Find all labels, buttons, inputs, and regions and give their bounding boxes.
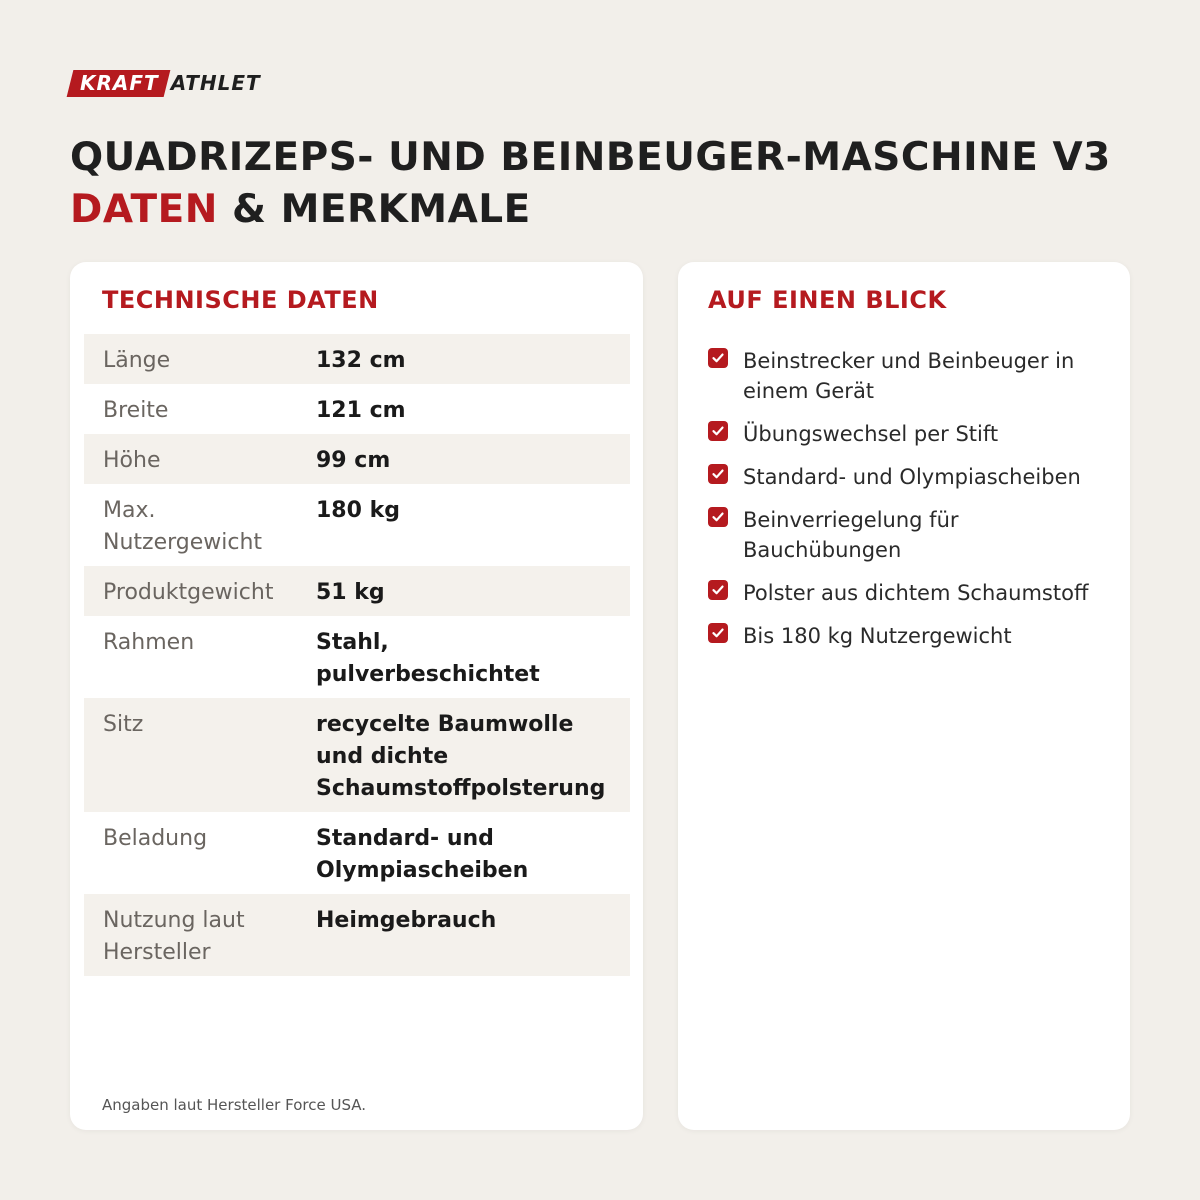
title-line1: QUADRIZEPS- UND BEINBEUGER-MASCHINE V3 xyxy=(70,135,1111,180)
table-row xyxy=(84,566,630,616)
feature-text: Bis 180 kg Nutzergewicht xyxy=(743,624,1012,648)
list-item xyxy=(708,462,1103,492)
specs-footnote: Angaben laut Hersteller Force USA. xyxy=(102,1096,367,1114)
specs-heading: TECHNISCHE DATEN xyxy=(102,286,379,314)
spec-value: 121 cm xyxy=(316,398,406,423)
spec-value: 180 kg xyxy=(316,498,400,523)
spec-label: Rahmen xyxy=(103,630,195,655)
spec-label: Max. Nutzergewicht xyxy=(103,498,263,555)
spec-label: Höhe xyxy=(103,448,161,473)
title-line2-rest: & MERKMALE xyxy=(217,187,531,232)
feature-text: Übungswechsel per Stift xyxy=(743,422,999,446)
spec-label: Breite xyxy=(103,398,169,423)
specs-card xyxy=(70,262,643,1130)
table-row xyxy=(84,616,630,698)
spec-label: Sitz xyxy=(103,712,144,737)
table-row xyxy=(84,484,630,566)
checkbox-checked-icon xyxy=(708,580,728,600)
feature-text: Polster aus dichtem Schaumstoff xyxy=(743,581,1089,605)
brand-logo xyxy=(70,70,261,97)
spec-label: Länge xyxy=(103,348,171,373)
spec-label: Beladung xyxy=(103,826,208,851)
spec-value: Standard- und Olympiascheiben xyxy=(316,826,529,883)
table-row xyxy=(84,384,630,434)
checkbox-checked-icon xyxy=(708,507,728,527)
features-card xyxy=(678,262,1130,1130)
table-row xyxy=(84,894,630,976)
list-item xyxy=(708,621,1103,651)
table-row xyxy=(84,698,630,812)
title-accent: DATEN xyxy=(70,187,218,232)
table-row xyxy=(84,812,630,894)
spec-value: 132 cm xyxy=(316,348,406,373)
spec-value: recycelte Baumwolle und dichte Schaumstoffpolsterung xyxy=(316,712,606,801)
spec-value: Heimgebrauch xyxy=(316,908,497,933)
feature-text: Beinverriegelung für Bauchübungen xyxy=(743,508,959,562)
features-list xyxy=(708,346,1103,664)
brand-logo-part2: ATHLET xyxy=(170,71,261,95)
brand-logo-part1: KRAFT xyxy=(80,71,159,95)
page-title xyxy=(70,132,1140,236)
spec-label: Nutzung laut Hersteller xyxy=(103,908,245,965)
spec-value: 51 kg xyxy=(316,580,385,605)
list-item xyxy=(708,578,1103,608)
checkbox-checked-icon xyxy=(708,421,728,441)
specs-table xyxy=(84,334,630,976)
spec-label: Produktgewicht xyxy=(103,580,274,605)
checkbox-checked-icon xyxy=(708,348,728,368)
spec-value: 99 cm xyxy=(316,448,391,473)
checkbox-checked-icon xyxy=(708,464,728,484)
list-item xyxy=(708,505,1103,565)
checkbox-checked-icon xyxy=(708,623,728,643)
feature-text: Standard- und Olympiascheiben xyxy=(743,465,1081,489)
spec-value: Stahl, pulverbeschichtet xyxy=(316,630,540,687)
feature-text: Beinstrecker und Beinbeuger in einem Gerät xyxy=(743,349,1075,403)
table-row xyxy=(84,334,630,384)
features-heading: AUF EINEN BLICK xyxy=(708,286,947,314)
table-row xyxy=(84,434,630,484)
list-item xyxy=(708,346,1103,406)
list-item xyxy=(708,419,1103,449)
